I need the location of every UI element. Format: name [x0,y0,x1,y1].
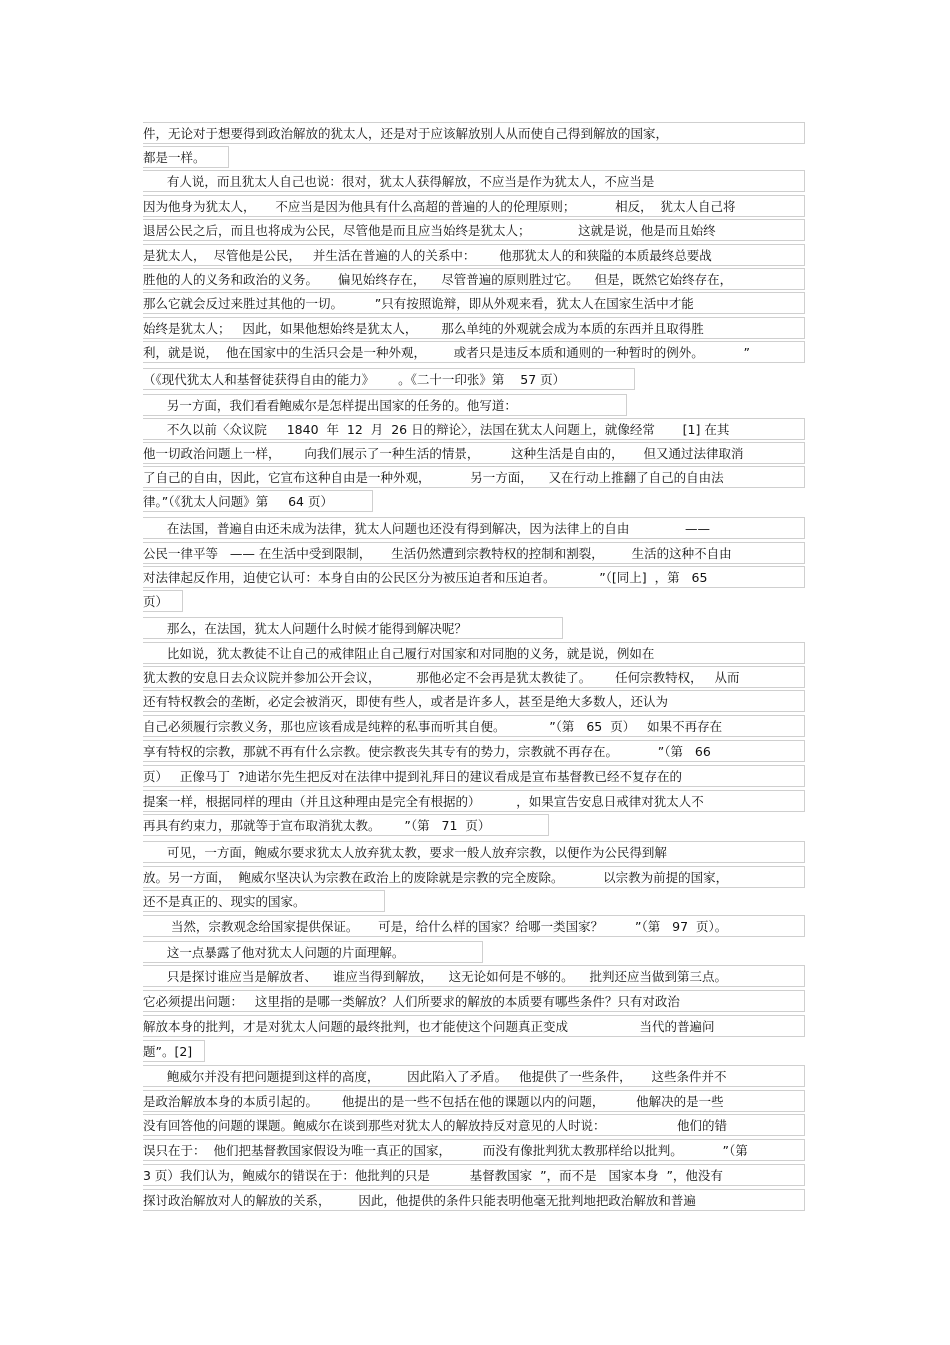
text-line: 利，就是说， 他在国家中的生活只会是一种外观， 或者只是违反本质和通则的一种暂时的例外。 ” [143,341,805,363]
text-line: 那么它就会反过来胜过其他的一切。 ”只有按照诡辩，即从外观来看，犹太人在国家生活中才能 [143,292,805,314]
text-line: 没有回答他的问题的课题。鲍威尔在谈到那些对犹太人的解放持反对意见的人时说： 他们的错 [143,1114,805,1136]
text-line: 都是一样。 [143,146,229,168]
text-line: 胜他的人的义务和政治的义务。 偏见始终存在， 尽管普遍的原则胜过它。 但是，既然它始终存在， [143,268,805,290]
text-line: 页） 正像马丁 ?迪诺尔先生把反对在法律中提到礼拜日的建议看成是宣布基督教已经不复存在的 [143,765,805,787]
text-line: 了自己的自由，因此，它宣布这种自由是一种外观， 另一方面， 又在行动上推翻了自己的自由法 [143,466,805,488]
text-line: 是犹太人， 尽管他是公民， 并生活在普遍的人的关系中： 他那犹太人的和狭隘的本质最终总要战 [143,244,805,266]
text-line: 始终是犹太人； 因此，如果他想始终是犹太人， 那么单纯的外观就会成为本质的东西并且取得胜 [143,317,805,339]
text-line: 页） [143,590,183,612]
text-line: 题”。[2] [143,1040,205,1062]
text-line: 提案一样，根据同样的理由（并且这种理由是完全有根据的） ，如果宣告安息日戒律对犹太人不 [143,790,805,812]
text-line: 还有特权教会的垄断，必定会被消灭，即使有些人，或者是许多人，甚至是绝大多数人，还认为 [143,690,805,712]
text-line: 有人说，而且犹太人自己也说：很对，犹太人获得解放，不应当是作为犹太人，不应当是 [143,170,805,192]
text-line: 它必须提出问题： 这里指的是哪一类解放？人们所要求的解放的本质要有哪些条件？只有对政治 [143,990,805,1012]
text-line: 在法国，普遍自由还未成为法律，犹太人问题也还没有得到解决，因为法律上的自由 —— [143,517,805,539]
text-line: 探讨政治解放对人的解放的关系， 因此，他提供的条件只能表明他毫无批判地把政治解放和普遍 [143,1189,805,1211]
text-line: 还不是真正的、现实的国家。 [143,890,385,912]
text-line: （《现代犹太人和基督徒获得自由的能力》 。《二十一印张》第 57 页） [143,368,635,390]
text-line: 公民一律平等 —— 在生活中受到限制， 生活仍然遭到宗教特权的控制和割裂， 生活的这种不自由 [143,542,805,564]
text-line: 误只在于： 他们把基督教国家假设为唯一真正的国家， 而没有像批判犹太教那样给以批判。 ”（第 [143,1139,805,1161]
text-line: 件，无论对于想要得到政治解放的犹太人，还是对于应该解放别人从而使自己得到解放的国家， [143,122,805,144]
text-line: 当然，宗教观念给国家提供保证。 可是，给什么样的国家？给哪一类国家？ ”（第 97 页）。 [143,915,805,937]
text-line: 因为他身为犹太人， 不应当是因为他具有什么高超的普遍的人的伦理原则； 相反， 犹太人自己将 [143,195,805,217]
text-line: 只是探讨谁应当是解放者、 谁应当得到解放， 这无论如何是不够的。 批判还应当做到第三点。 [143,965,805,987]
text-line: 比如说，犹太教徒不让自己的戒律阻止自己履行对国家和对同胞的义务，就是说，例如在 [143,642,805,664]
text-line: 3 页）我们认为，鲍威尔的错误在于：他批判的只是 基督教国家 ”，而不是 国家本身 ”，他没有 [143,1164,805,1186]
text-line: 鲍威尔并没有把问题提到这样的高度， 因此陷入了矛盾。 他提供了一些条件， 这些条件并不 [143,1065,805,1087]
text-line: 解放本身的批判，才是对犹太人问题的最终批判，也才能使这个问题真正变成 当代的普遍问 [143,1015,805,1037]
text-line: 再具有约束力，那就等于宣布取消犹太教。 ”（第 71 页） [143,814,549,836]
text-line: 自己必须履行宗教义务，那也应该看成是纯粹的私事而听其自便。 ”（第 65 页） 如果不再存在 [143,715,805,737]
text-line: 犹太教的安息日去众议院并参加公开会议， 那他必定不会再是犹太教徒了。 任何宗教特权， 从而 [143,666,805,688]
text-line: 他一切政治问题上一样， 向我们展示了一种生活的情景， 这种生活是自由的， 但又通过法律取消 [143,442,805,464]
text-line: 享有特权的宗教，那就不再有什么宗教。使宗教丧失其专有的势力，宗教就不再存在。 ”（第 66 [143,740,805,762]
text-line: 那么，在法国，犹太人问题什么时候才能得到解决呢？ [143,617,563,639]
text-line: 是政治解放本身的本质引起的。 他提出的是一些不包括在他的课题以内的问题， 他解决的是一些 [143,1090,805,1112]
text-line: 可见，一方面，鲍威尔要求犹太人放弃犹太教，要求一般人放弃宗教，以便作为公民得到解 [143,841,805,863]
text-line: 退居公民之后，而且也将成为公民，尽管他是而且应当始终是犹太人； 这就是说，他是而且始终 [143,219,805,241]
text-line: 不久以前〈众议院 1840 年 12 月 26 日的辩论〉，法国在犹太人问题上，就像经常 [1] 在其 [143,418,805,440]
text-line: 放。另一方面， 鲍威尔坚决认为宗教在政治上的废除就是宗教的完全废除。 以宗教为前提的国家， [143,866,805,888]
text-line: 律。”（《犹太人问题》第 64 页） [143,490,373,512]
text-line: 这一点暴露了他对犹太人问题的片面理解。 [143,941,483,963]
text-line: 对法律起反作用，迫使它认可：本身自由的公民区分为被压迫者和压迫者。 ”（[同上] ，第 65 [143,566,805,588]
text-line: 另一方面，我们看看鲍威尔是怎样提出国家的任务的。他写道： [143,394,627,416]
